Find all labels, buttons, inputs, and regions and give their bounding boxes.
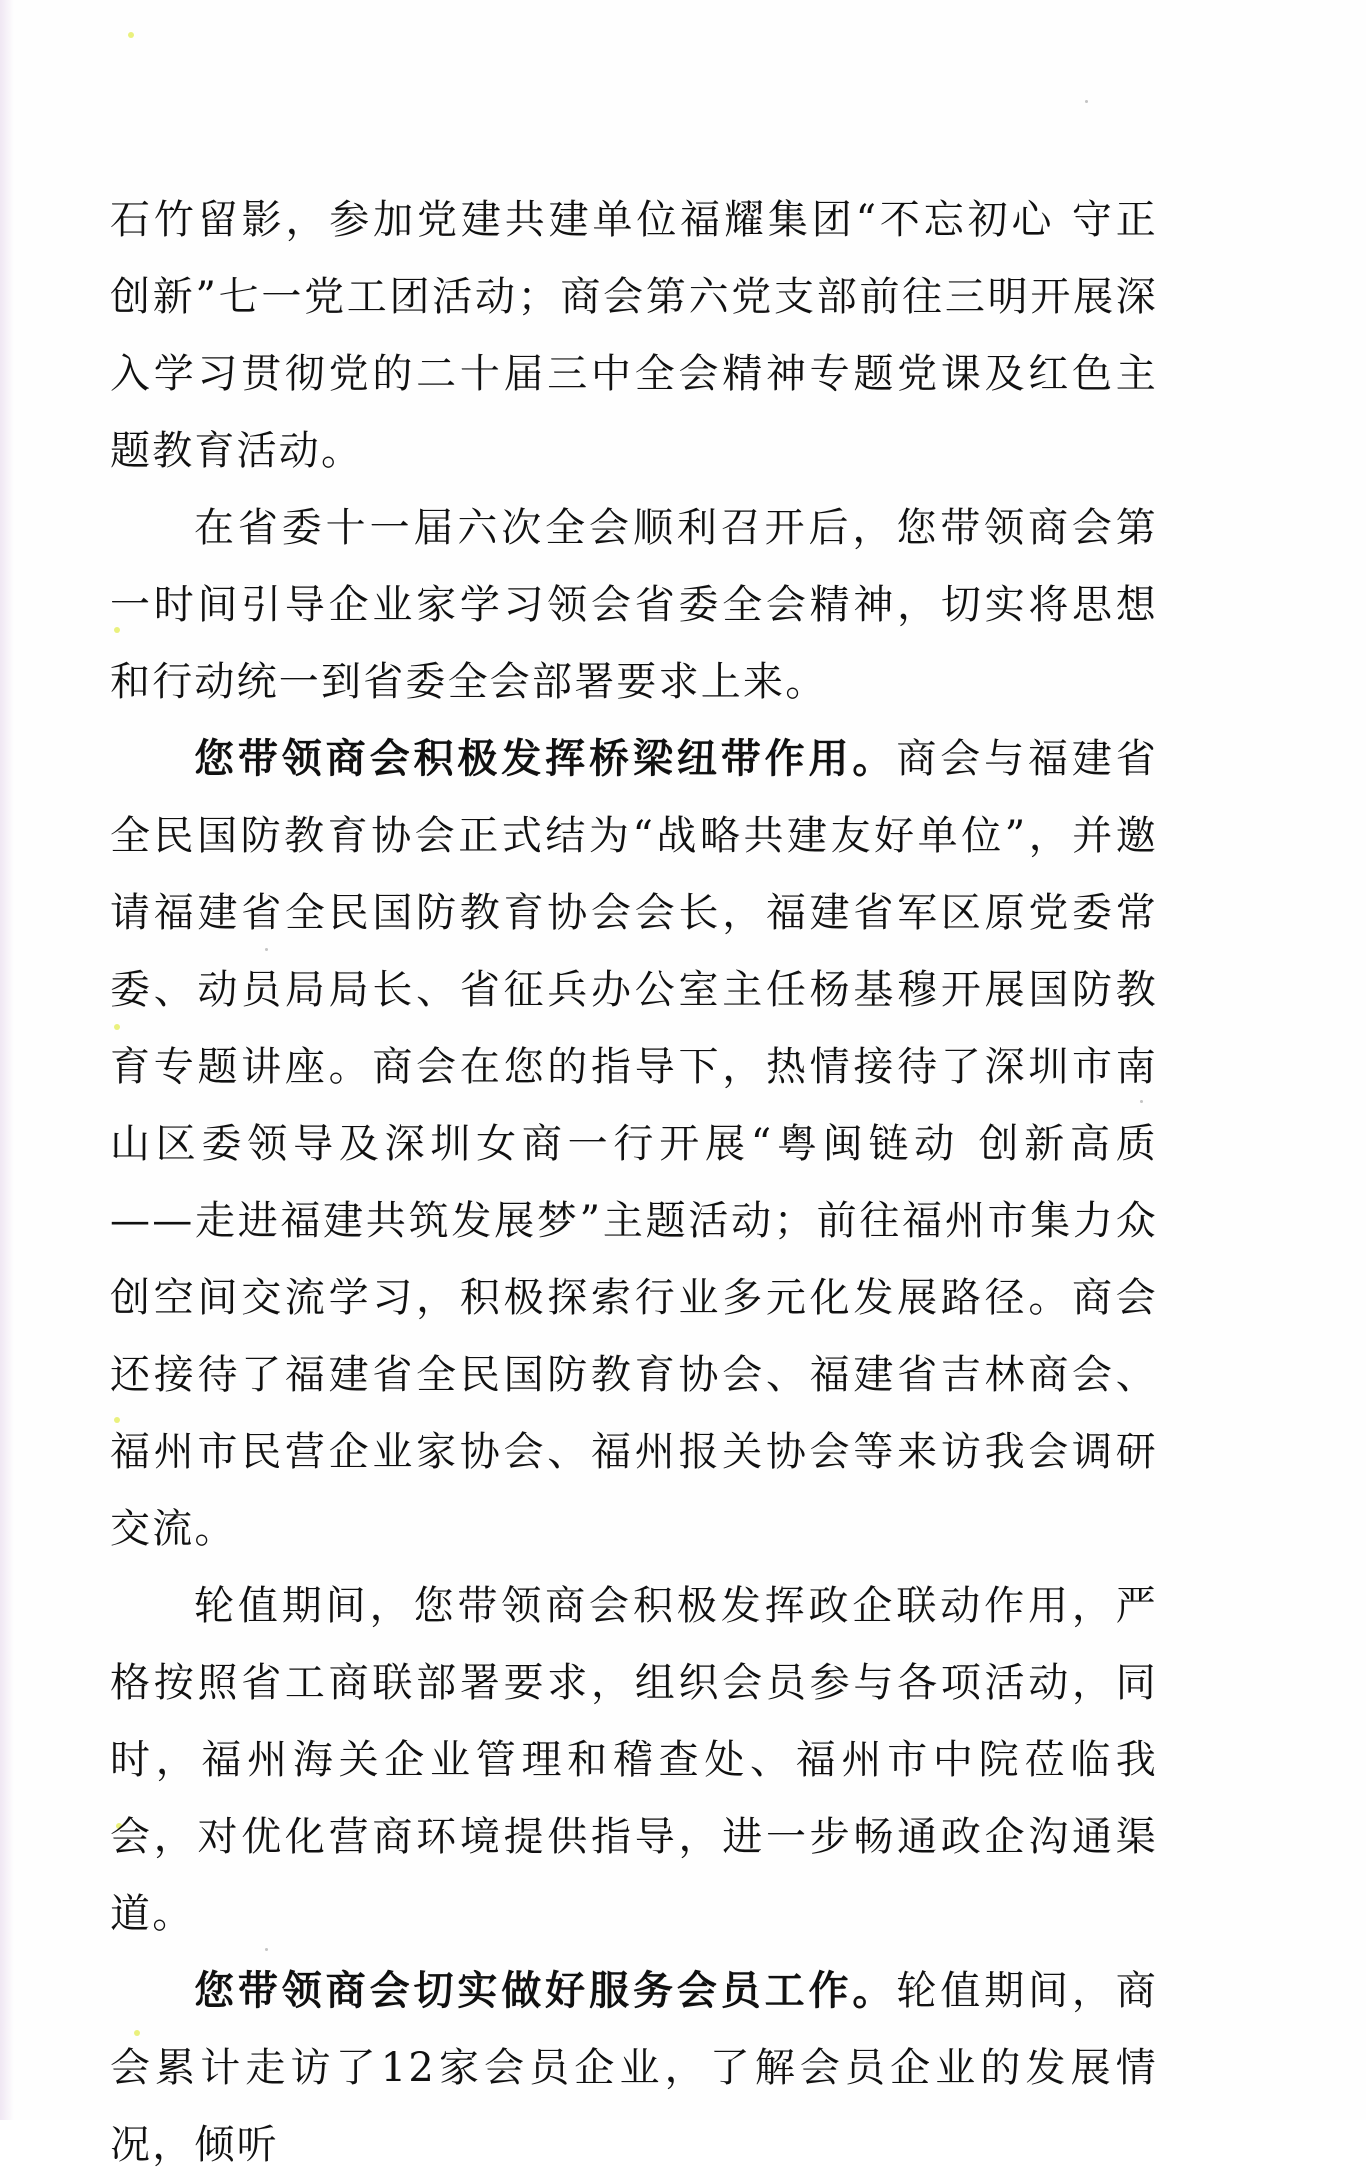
paragraph-2	[110, 490, 1158, 721]
paragraph-lead-member-service: 您带领商会切实做好服务会员工作。	[194, 1968, 897, 2014]
scan-speck	[1085, 100, 1088, 103]
paragraph-lead-bridge-role: 您带领商会积极发挥桥梁纽带作用。	[194, 736, 897, 782]
paragraph-text: 石竹留影，参加党建共建单位福耀集团“不忘初心 守正创新”七一党工团活动；商会第六党支部前往三明开展深入学习贯彻党的二十届三中全会精神专题党课及红色主题教育活动。	[110, 197, 1158, 474]
paragraph-text: 轮值期间，商会累计走访了12家会员企业，了解会员企业的发展情况，倾听	[110, 1968, 1159, 2168]
paragraph-text: 轮值期间，您带领商会积极发挥政企联动作用，严格按照省工商联部署要求，组织会员参与各项活动，同时，福州海关企业管理和稽查处、福州市中院莅临我会，对优化营商环境提供指导，进一步畅通政企沟通渠道。	[110, 1583, 1158, 1937]
paragraph-4	[110, 1568, 1158, 1953]
scan-speck	[128, 32, 134, 38]
scan-edge-tint	[0, 0, 14, 2120]
paragraph-text: 在省委十一届六次全会顺利召开后，您带领商会第一时间引导企业家学习领会省委全会精神，切实将思想和行动统一到省委全会部署要求上来。	[110, 505, 1158, 705]
paragraph-3	[110, 721, 1158, 1568]
paragraph-5	[110, 1953, 1158, 2184]
paragraph-1	[110, 182, 1158, 490]
document-body	[110, 182, 1158, 2184]
paragraph-text: 商会与福建省全民国防教育协会正式结为“战略共建友好单位”，并邀请福建省全民国防教育协会会长，福建省军区原党委常委、动员局局长、省征兵办公室主任杨基穆开展国防教育专题讲座。商会在您的指导下，热情接待了深圳市南山区委领导及深圳女商一行开展“粤闽链动 创新高质——走进福建共筑发展梦”主题活动；前往福州市集力众创空间交流学习，积极探索行业多元化发展路径。商会还接待了福建省全民国防教育协会、福建省吉林商会、福州市民营企业家协会、福州报关协会等来访我会调研交流。	[110, 736, 1159, 1552]
